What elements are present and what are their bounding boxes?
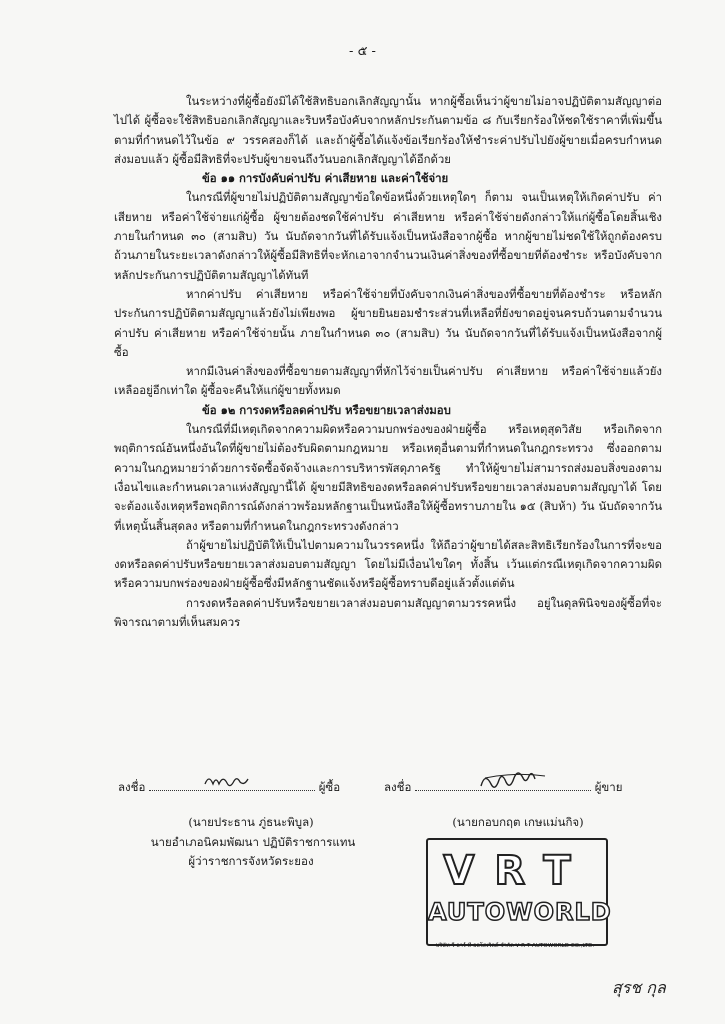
seller-role: ผู้ขาย — [594, 780, 623, 794]
stamp-logo-vrt: VRT — [443, 848, 591, 894]
paragraph: ในกรณีที่มีเหตุเกิดจากความผิดหรือความบกพร่องของฝ่ายผู้ซื้อ หรือเหตุสุดวิสัย หรือเกิดจากพฤติการณ์อันหนึ่งอันใดที่ผู้ขายไม่ต้องรับผิดตามกฎหมาย หรือเหตุอื่นตามที่กำหนดในกฎกระทรวง ซึ่งออกตามความในกฎหมายว่าด้วยการจัดซื้อจัดจ้างและการบริหารพัสดุภาครัฐ ทำให้ผู้ขายไม่สามารถส่งมอบสิ่งของตามเงื่อนไขและกำหนดเวลาแห่งสัญญานี้ได้ ผู้ขายมีสิทธิของดหรือลดค่าปรับหรือขยายเวลาส่งมอบตามสัญญาได้ โดยจะต้องแจ้งเหตุหรือพฤติการณ์ดังกล่าวพร้อมหลักฐานเป็นหนังสือให้ผู้ซื้อทราบภายใน ๑๕ (สิบห้า) วัน นับถัดจากวันที่เหตุนั้นสิ้นสุดลง หรือตามที่กำหนดในกฎกระทรวงดังกล่าว — [114, 422, 662, 533]
paragraph: ในกรณีที่ผู้ขายไม่ปฏิบัติตามสัญญาข้อใดข้อหนึ่งด้วยเหตุใดๆ ก็ตาม จนเป็นเหตุให้เกิดค่าปรับ ค่าเสียหาย หรือค่าใช้จ่ายแก่ผู้ซื้อ ผู้ขายต้องชดใช้ค่าปรับ ค่าเสียหาย หรือค่าใช้จ่ายดังกล่าวให้แก่ผู้ซื้อโดยสิ้นเชิงภายในกำหนด ๓๐ (สามสิบ) วัน นับถัดจากวันที่ได้รับแจ้งเป็นหนังสือจากผู้ซื้อ หากผู้ขายไม่ชดใช้ให้ถูกต้องครบถ้วนภายในระยะเวลาดังกล่าวให้ผู้ซื้อมีสิทธิที่จะหักเอาจากจำนวนเงินค่าสิ่งของที่ซื้อขายที่ต้องชำระ หรือบังคับจากหลักประกันการปฏิบัติตามสัญญาได้ทันที — [114, 190, 662, 282]
clause-heading-12: ข้อ ๑๒ การงดหรือลดค่าปรับ หรือขยายเวลาส่งมอบ — [202, 402, 451, 417]
stamp-frame — [426, 838, 612, 946]
contract-body — [114, 92, 662, 632]
seller-name: (นายกอบกฤต เกษแม่นกิจ) — [452, 815, 584, 829]
paragraph: ถ้าผู้ขายไม่ปฏิบัติให้เป็นไปตามความในวรรคหนึ่ง ให้ถือว่าผู้ขายได้สละสิทธิเรียกร้องในการที่จะของดหรือลดค่าปรับหรือขยายเวลาส่งมอบตามสัญญา โดยไม่มีเงื่อนไขใดๆ ทั้งสิ้น เว้นแต่กรณีเหตุเกิดจากความผิดหรือความบกพร่องของฝ่ายผู้ซื้อซึ่งมีหลักฐานชัดแจ้งหรือผู้ซื้อทราบดีอยู่แล้วตั้งแต่ต้น — [114, 537, 662, 591]
paragraph: การงดหรือลดค่าปรับหรือขยายเวลาส่งมอบตามสัญญาตามวรรคหนึ่ง อยู่ในดุลพินิจของผู้ซื้อที่จะพิจารณาตามที่เห็นสมควร — [114, 595, 662, 630]
page-number: - ๕ - — [349, 44, 376, 59]
company-stamp — [0, 756, 725, 966]
buyer-name: (นายประธาน ภู่ธนะพิบูล) — [188, 815, 314, 829]
stamp-logo-autoworld: AUTOWORLD — [428, 898, 612, 926]
seller-sign-prefix: ลงชื่อ — [384, 780, 412, 794]
paragraph: ในระหว่างที่ผู้ซื้อยังมิได้ใช้สิทธิบอกเลิกสัญญานั้น หากผู้ซื้อเห็นว่าผู้ขายไม่อาจปฏิบัติตามสัญญาต่อไปได้ ผู้ซื้อจะใช้สิทธิบอกเลิกสัญญาและริบหรือบังคับจากหลักประกันตามข้อ ๘ กับเรียกร้องให้ชดใช้ราคาที่เพิ่มขึ้นตามที่กำหนดไว้ในข้อ ๙ วรรคสองก็ได้ และถ้าผู้ซื้อได้แจ้งข้อเรียกร้องให้ชำระค่าปรับไปยังผู้ขายเมื่อครบกำหนดส่งมอบแล้ว ผู้ซื้อมีสิทธิที่จะปรับผู้ขายจนถึงวันบอกเลิกสัญญาได้อีกด้วย — [114, 94, 662, 166]
buyer-title-1: นายอำเภอนิคมพัฒนา ปฏิบัติราชการแทน — [150, 835, 356, 849]
paragraph: หากมีเงินค่าสิ่งของที่ซื้อขายตามสัญญาที่หักไว้จ่ายเป็นค่าปรับ ค่าเสียหาย หรือค่าใช้จ่ายแล้วยังเหลืออยู่อีกเท่าใด ผู้ซื้อจะคืนให้แก่ผู้ขายทั้งหมด — [114, 364, 662, 398]
clause-heading-11: ข้อ ๑๑ การบังคับค่าปรับ ค่าเสียหาย และค่าใช้จ่าย — [202, 171, 449, 186]
buyer-title-2: ผู้ว่าราชการจังหวัดระยอง — [188, 854, 314, 868]
stamp-company-name: บริษัท วี อาร์ ที ออโตเวิลด์ จำกัด V R T AUTOWORLD CO.,LTD. — [435, 943, 595, 949]
buyer-role: ผู้ซื้อ — [318, 780, 341, 794]
paragraph: หากค่าปรับ ค่าเสียหาย หรือค่าใช้จ่ายที่บังคับจากเงินค่าสิ่งของที่ซื้อขายที่ต้องชำระ หรือหลักประกันการปฏิบัติตามสัญญาแล้วยังไม่เพียงพอ ผู้ขายยินยอมชำระส่วนที่เหลือที่ยังขาดอยู่จนครบถ้วนตามจำนวนค่าปรับ ค่าเสียหาย หรือค่าใช้จ่ายนั้น ภายในกำหนด ๓๐ (สามสิบ) วัน นับถัดจากวันที่ได้รับแจ้งเป็นหนังสือจากผู้ซื้อ — [114, 286, 662, 359]
handwritten-initials: สุรช กุล — [612, 978, 666, 997]
buyer-sign-prefix: ลงชื่อ — [118, 780, 146, 794]
